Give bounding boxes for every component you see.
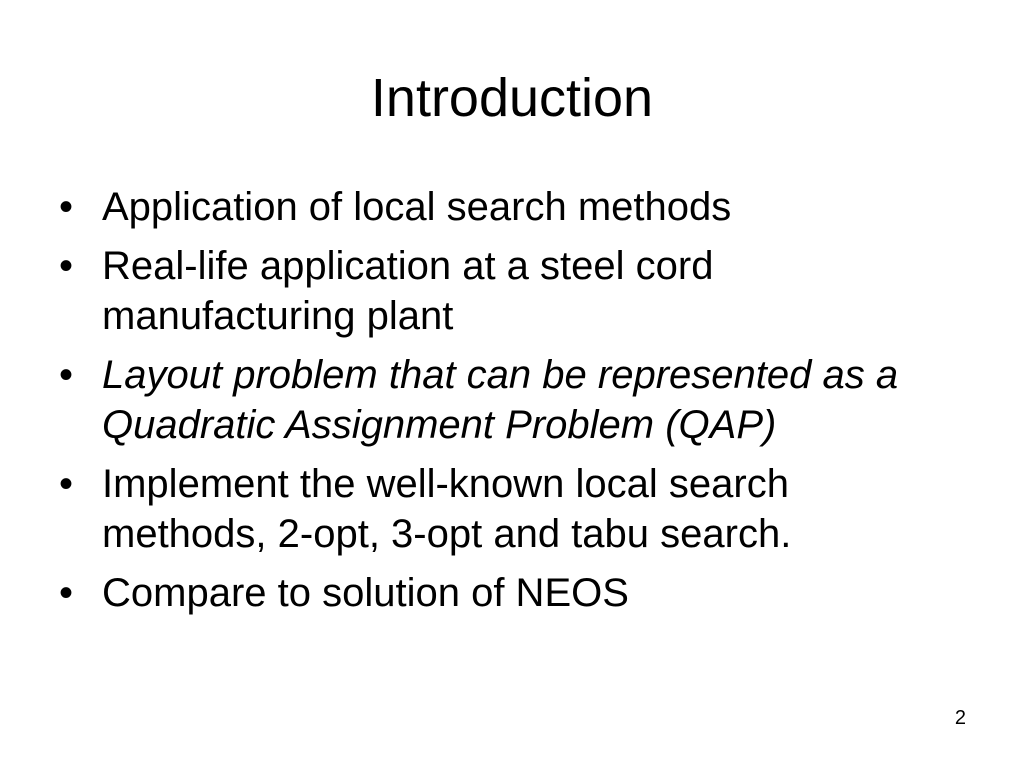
bullet-text: Implement the well-known local search methods, 2-opt, 3-opt and tabu search. [102, 462, 792, 556]
bullet-icon: • [59, 244, 74, 288]
bullet-list [59, 182, 939, 627]
page-number: 2 [954, 707, 966, 729]
bullet-text: Real-life application at a steel cord manufacturing plant [102, 244, 714, 338]
bullet-item-1 [59, 182, 939, 232]
bullet-text: Compare to solution of NEOS [102, 571, 629, 615]
bullet-item-5 [59, 568, 939, 618]
slide-title: Introduction [370, 68, 654, 128]
bullet-text-italic: Layout problem that can be represented as a Quadratic Assignment Problem (QAP) [102, 353, 899, 447]
bullet-item-4 [59, 459, 939, 559]
bullet-icon: • [59, 462, 74, 506]
bullet-item-2 [59, 241, 939, 341]
bullet-icon: • [59, 353, 74, 397]
bullet-icon: • [59, 571, 74, 615]
bullet-text: Application of local search methods [102, 185, 732, 229]
bullet-item-3 [59, 350, 939, 450]
bullet-icon: • [59, 185, 74, 229]
